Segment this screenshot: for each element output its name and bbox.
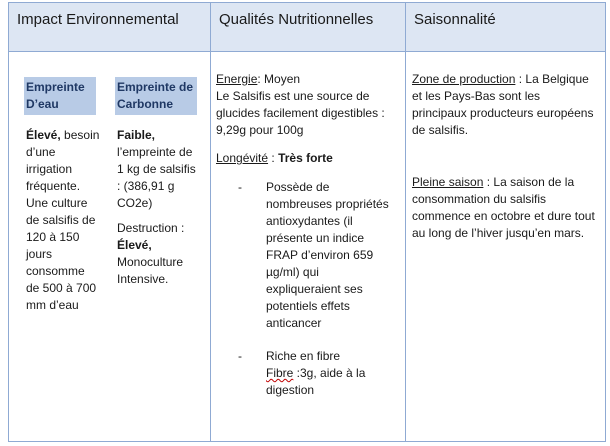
empreinte-carbone-summary (117, 127, 199, 212)
saisonnalite-body (412, 71, 598, 242)
nutrition-table (8, 2, 606, 442)
header-divider (9, 51, 605, 52)
zone-production-label: Zone de production (412, 72, 516, 86)
longevite-line (216, 150, 396, 167)
energie-label: Energie (216, 72, 258, 86)
energie-line (216, 71, 396, 88)
longevite-list (216, 179, 396, 399)
longevite-separator: : (268, 151, 279, 165)
destruction-level: Élevé, (117, 238, 152, 252)
header-qualites-text: Qualités Nutritionnelles (219, 11, 374, 28)
empreinte-carbone-level: Faible, (117, 128, 156, 142)
empreinte-eau-text: besoin d’une irrigation fréquente. Une culture de salsifis de 120 à 150 jours consomme de 500 à 700 mm d’eau (26, 128, 100, 312)
destruction-block (117, 220, 199, 288)
zone-production-block (412, 71, 598, 139)
header-impact-environnemental (9, 3, 210, 51)
column-divider-1 (210, 3, 211, 441)
pleine-saison-block (412, 174, 598, 242)
bullet-fibre-word: Fibre (266, 366, 294, 380)
bullet-fibre-line1: Riche en fibre (266, 349, 341, 363)
empreinte-eau-header (24, 77, 96, 115)
header-saisonnalite (406, 3, 605, 51)
pleine-saison-text: : La saison de la consommation du salsifis commence en octobre et dure tout au long de l’hiver jusqu’en mars. (412, 175, 595, 240)
dash-bullet: - (238, 349, 242, 363)
bullet-antioxydant-text: Possède de nombreuses propriétés antioxydantes (il présente un indice FRAP d’environ 659 µg/ml) qui expliqueraient ses potentiels effets anticancer (266, 180, 389, 330)
qualites-body (216, 71, 396, 399)
energie-value: : Moyen (257, 72, 301, 86)
pleine-saison-label: Pleine saison (412, 175, 484, 189)
header-qualites-nutritionnelles (211, 3, 405, 51)
longevite-label: Longévité (216, 151, 269, 165)
dash-bullet: - (238, 180, 242, 194)
zone-production-text: : La Belgique et les Pays-Bas sont les principaux producteurs européens de salsifis. (412, 72, 594, 137)
empreinte-carbone-header (115, 77, 197, 115)
list-item (238, 348, 396, 399)
empreinte-carbone-body (117, 127, 199, 288)
destruction-label: Destruction : (117, 221, 185, 235)
column-divider-2 (405, 3, 406, 441)
bullet-fibre-rest: :3g, aide à la digestion (266, 366, 366, 397)
empreinte-eau-level: Élevé, (26, 128, 61, 142)
destruction-text: Monoculture Intensive. (117, 255, 184, 286)
longevite-value: Très forte (278, 151, 333, 165)
list-item (238, 179, 396, 332)
header-impact-text: Impact Environnemental (17, 11, 179, 28)
energie-text: Le Salsifis est une source de glucides facilement digestibles : 9,29g pour 100g (216, 89, 385, 137)
empreinte-carbone-title: Empreinte de Carbonne (117, 80, 194, 111)
empreinte-eau-title: Empreinte D’eau (26, 80, 85, 111)
empreinte-eau-body (26, 127, 100, 314)
empreinte-carbone-text: l’empreinte de 1 kg de salsifis : (386,91 g CO2e) (117, 145, 196, 210)
header-saisonnalite-text: Saisonnalité (414, 11, 496, 28)
